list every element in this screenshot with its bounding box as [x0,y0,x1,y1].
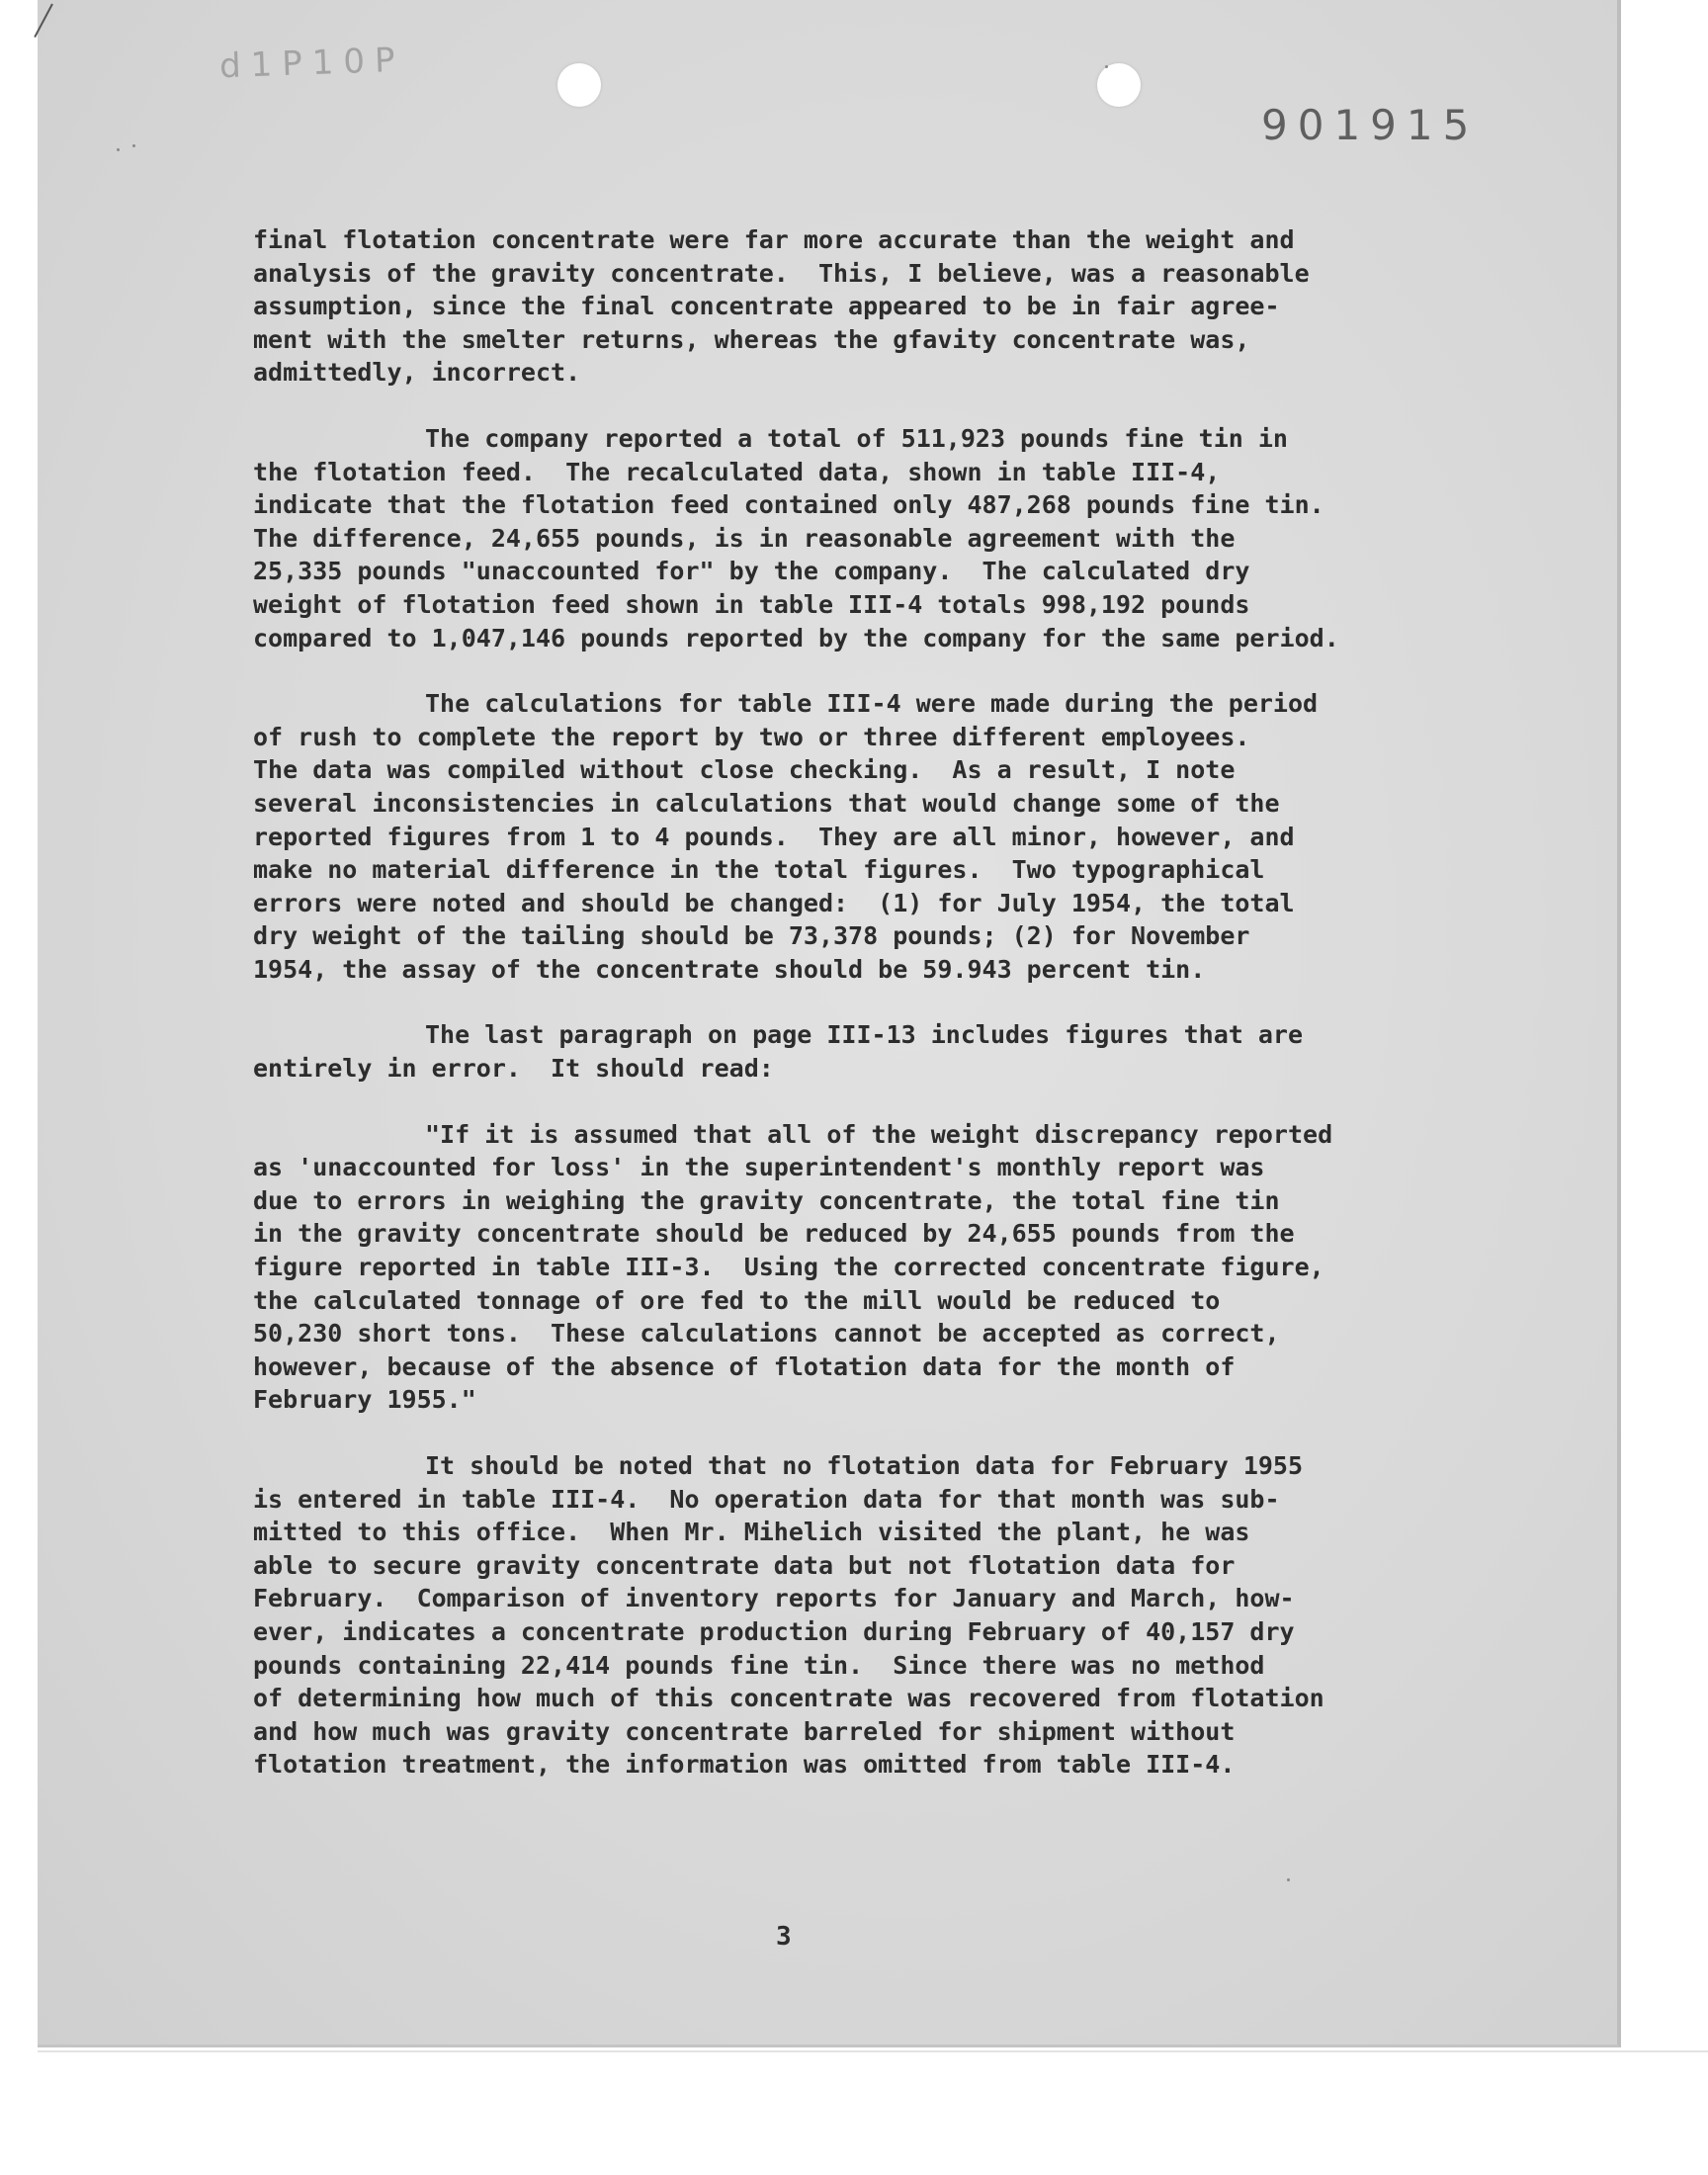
speck [117,148,120,151]
page-number: 3 [776,1922,792,1952]
text-line: The last paragraph on page III-13 includes figures that are [425,1020,1304,1050]
paragraph [253,422,1479,654]
paragraph [253,1018,1479,1085]
document-body [253,223,1479,1814]
archive-stamp-left: d1P10P [218,40,406,87]
text-line: The difference, 24,655 pounds, is in reasonable agreement with the [253,523,1236,553]
text-line: ment with the smelter returns, whereas the gfavity concentrate was, [253,324,1250,354]
text-line: reported figures from 1 to 4 pounds. They are all minor, however, and [253,822,1295,851]
text-line: It should be noted that no flotation data for February 1955 [425,1451,1304,1480]
text-line: as 'unaccounted for loss' in the superintendent's monthly report was [253,1153,1265,1182]
speck [1105,65,1108,68]
text-line: February 1955." [253,1385,476,1415]
text-line: February. Comparison of inventory reports for January and March, how- [253,1584,1295,1613]
text-line: indicate that the flotation feed contained only 487,268 pounds fine tin. [253,490,1324,520]
text-line: due to errors in weighing the gravity concentrate, the total fine tin [253,1185,1280,1215]
text-line: ever, indicates a concentrate production during February of 40,157 dry [253,1616,1295,1646]
text-line: pounds containing 22,414 pounds fine tin. Since there was no method [253,1650,1265,1680]
text-line: able to secure gravity concentrate data but not flotation data for [253,1550,1236,1580]
text-line: make no material difference in the total figures. Two typographical [253,855,1265,885]
paragraph [253,223,1479,390]
text-line: and how much was gravity concentrate barreled for shipment without [253,1716,1236,1746]
speck [132,144,135,147]
text-line: final flotation concentrate were far more accurate than the weight and [253,225,1295,254]
punch-hole-left [557,63,601,107]
text-line: admittedly, incorrect. [253,358,581,388]
text-line: 1954, the assay of the concentrate should be 59.943 percent tin. [253,954,1206,984]
text-line: figure reported in table III-3. Using the corrected concentrate figure, [253,1253,1324,1282]
text-line: is entered in table III-4. No operation data for that month was sub- [253,1484,1280,1514]
punch-hole-right [1097,63,1141,107]
text-line: entirely in error. It should read: [253,1054,774,1084]
text-line: the flotation feed. The recalculated data, shown in table III-4, [253,457,1221,486]
text-line: compared to 1,047,146 pounds reported by the company for the same period. [253,623,1339,652]
text-line: "If it is assumed that all of the weight discrepancy reported [425,1119,1333,1149]
text-line: assumption, since the final concentrate appeared to be in fair agree- [253,292,1280,321]
paragraph [253,1118,1479,1417]
text-line: 50,230 short tons. These calculations cannot be accepted as correct, [253,1319,1280,1348]
text-line: errors were noted and should be changed: (1) for July 1954, the total [253,888,1295,917]
text-line: the calculated tonnage of ore fed to the mill would be reduced to [253,1285,1221,1315]
text-line: analysis of the gravity concentrate. This, I believe, was a reasonable [253,258,1310,288]
speck [1287,1878,1290,1881]
text-line: of rush to complete the report by two or three different employees. [253,722,1250,751]
text-line: The data was compiled without close checking. As a result, I note [253,755,1236,785]
text-line: flotation treatment, the information was omitted from table III-4. [253,1750,1236,1780]
text-line: The calculations for table III-4 were made during the period [425,689,1319,719]
text-line: mitted to this office. When Mr. Mihelich visited the plant, he was [253,1518,1250,1547]
text-line: several inconsistencies in calculations that would change some of the [253,788,1280,818]
text-line: of determining how much of this concentrate was recovered from flotation [253,1684,1324,1713]
text-line: 25,335 pounds "unaccounted for" by the company. The calculated dry [253,557,1250,586]
archive-stamp-number: 901915 [1261,101,1480,149]
text-line: The company reported a total of 511,923 pounds fine tin in [425,423,1288,453]
text-line: dry weight of the tailing should be 73,378 pounds; (2) for November [253,921,1250,951]
text-line: in the gravity concentrate should be reduced by 24,655 pounds from the [253,1219,1295,1249]
text-line: however, because of the absence of flotation data for the month of [253,1351,1236,1381]
paragraph [253,1449,1479,1782]
text-line: weight of flotation feed shown in table III-4 totals 998,192 pounds [253,589,1250,619]
page-shadow-edge [38,2050,1708,2052]
paragraph [253,687,1479,986]
